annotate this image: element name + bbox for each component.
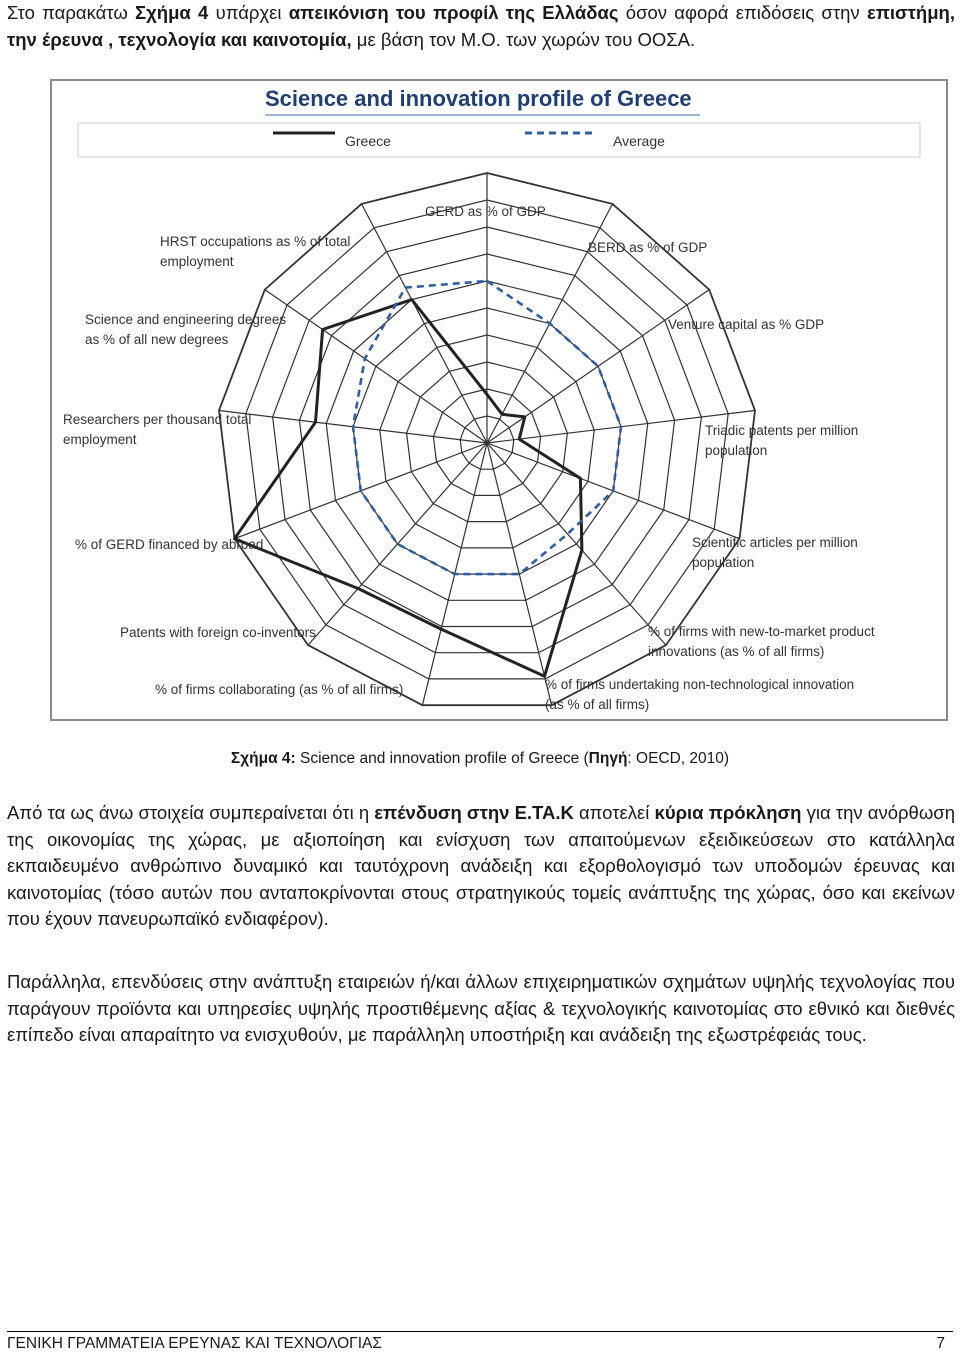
intro-text-2: υπάρχει xyxy=(208,2,289,23)
caption-text: Science and innovation profile of Greece ( xyxy=(295,750,589,767)
chart-title: Science and innovation profile of Greece xyxy=(265,86,692,111)
intro-bold-profile: απεικόνιση του προφίλ της Ελλάδας xyxy=(288,2,619,23)
body-paragraph-2: Παράλληλα, επενδύσεις στην ανάπτυξη εταιρειών ή/και άλλων επιχειρηματικών σχημάτων υψηλής τεχνολογίας που παράγουν προϊόντα και υπηρεσίες υψηλής προστιθέμενης αξίας & τεχνολογικής καινοτομίας στο εθνικό και διεθνές επίπεδο είναι απαραίτητο να ενισχυθούν, με παράλληλη υποστήριξη και ανάδειξη της εξωστρέφειάς τους. xyxy=(7,971,955,1045)
figure-caption xyxy=(0,750,960,768)
intro-paragraph xyxy=(7,0,955,53)
axis-label: % of firms with new-to-market product innovations (as % of all firms) xyxy=(648,624,875,659)
axis-label: Science and engineering degrees as % of all new degrees xyxy=(85,312,287,347)
caption-source-label: Πηγή xyxy=(588,750,628,767)
intro-bold-science: επιστήμη, την έρευνα , τεχνολογία και καινοτομία, xyxy=(7,2,955,50)
page-footer xyxy=(7,1335,945,1353)
p1-text-3: για την ανόρθωση της οικονομίας της χώρας, με αξιοποίηση και ενίσχυση των απαιτούμενων εξειδικεύσεων στο κατάλληλα εκπαιδευμένο ανθρώπινο δυναμικό και ταυτόχρονη ανάδειξη και εξορθολογισμό των υποδομών έρευνας και καινοτομίας (τόσο αυτών που ανταποκρίνονται στους στρατηγικούς τομείς ανάπτυξης της χώρας, όσο και εκείνων που έχουν πανευρωπαϊκό ενδιαφέρον). xyxy=(7,802,955,929)
intro-text-3: όσον αφορά επιδόσεις στην xyxy=(618,2,867,23)
radar-chart-figure xyxy=(50,79,948,721)
footer-divider xyxy=(7,1331,953,1332)
axis-label: % of firms collaborating (as % of all firms) xyxy=(155,682,404,697)
axis-label: Researchers per thousand total employment xyxy=(63,412,252,447)
axis-label: Patents with foreign co-inventors xyxy=(120,625,316,640)
axis-label: BERD as % of GDP xyxy=(588,240,708,255)
axis-label: HRST occupations as % of total employment xyxy=(160,234,351,269)
legend-average-label: Average xyxy=(613,133,665,149)
axis-label: GERD as % of GDP xyxy=(425,204,546,219)
intro-text-1: Στο παρακάτω xyxy=(7,2,136,23)
axis-label: % of firms undertaking non-technological innovation (as % of all firms) xyxy=(545,677,855,712)
body-paragraph-1 xyxy=(7,800,955,933)
caption-label: Σχήμα 4: xyxy=(230,750,296,767)
caption-source-text: : OECD, 2010) xyxy=(627,750,730,767)
legend-box xyxy=(78,123,920,157)
intro-text-4: με βάση τον Μ.Ο. των χωρών του ΟΟΣΑ. xyxy=(351,28,696,50)
intro-bold-figure-ref: Σχήμα 4 xyxy=(135,2,209,23)
p1-text-1: Από τα ως άνω στοιχεία συμπεραίνεται ότι η xyxy=(7,802,375,823)
p1-bold-challenge: κύρια πρόκληση xyxy=(654,802,802,823)
p1-bold-investment: επένδυση στην Ε.ΤΑ.Κ xyxy=(374,802,574,823)
p1-text-2: αποτελεί xyxy=(573,802,655,823)
axis-label: % of GERD financed by abroad xyxy=(75,537,264,552)
axis-label: Scientific articles per million population xyxy=(692,535,858,570)
legend-greece-label: Greece xyxy=(345,133,391,149)
page-number: 7 xyxy=(936,1335,945,1352)
axis-label: Triadic patents per million population xyxy=(705,423,859,458)
axis-label: Venture capital as % GDP xyxy=(668,317,825,332)
footer-organization: ΓΕΝΙΚΗ ΓΡΑΜΜΑΤΕΙΑ ΕΡΕΥΝΑΣ ΚΑΙ ΤΕΧΝΟΛΟΓΙΑΣ xyxy=(7,1335,382,1352)
